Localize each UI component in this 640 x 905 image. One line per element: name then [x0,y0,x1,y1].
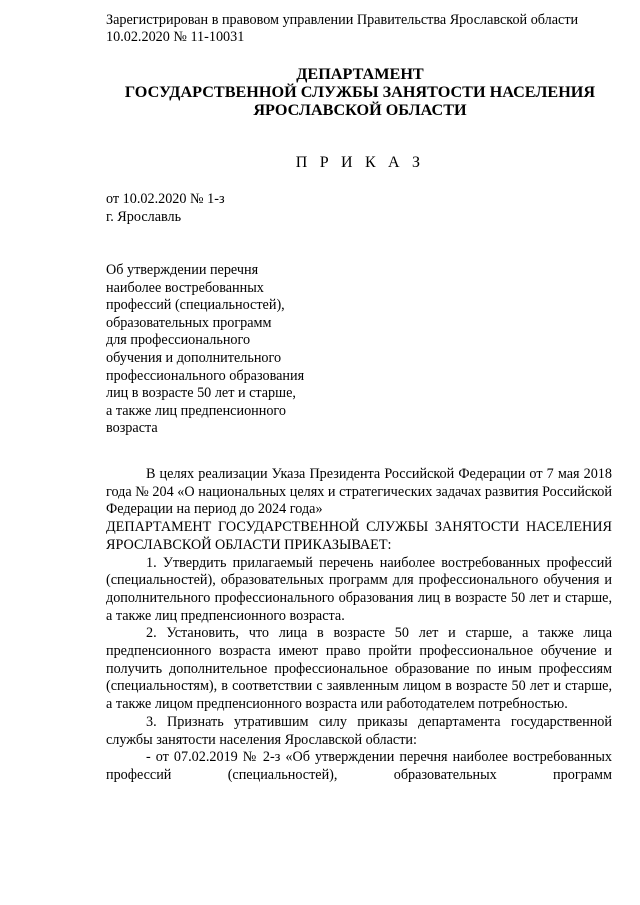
subject-line: Об утверждении перечня [106,262,259,278]
department-line-2: ГОСУДАРСТВЕННОЙ СЛУЖБЫ ЗАНЯТОСТИ НАСЕЛЕНИЯ [124,83,596,101]
item-3-paragraph: 3. Признать утратившим силу приказы департамента государственной службы занятости населения Ярославской области: [106,713,612,748]
order-date-number: от 10.02.2020 № 1-з [106,191,225,207]
department-header [60,65,640,119]
subject-line: а также лиц предпенсионного [106,402,286,419]
department-line-1: ДЕПАРТАМЕНТ [296,65,424,83]
subject-line: профессионального образования [106,367,305,384]
subject-line: лиц в возрасте 50 лет и старше, [106,385,296,402]
subject-line: профессий (специальностей), [106,297,285,314]
order-subject [106,262,346,438]
registration-number: 10.02.2020 № 11-10031 [106,29,245,45]
item-2-paragraph: 2. Установить, что лица в возрасте 50 лет и старше, а также лица предпенсионного возраста имеют право пройти профессиональное обучение и получить дополнительное профессиональное образование по иным профессиям (специальностям), в соответствии с заявленным лицом в возрасте 50 лет и старше, а также лицом предпенсионного возраста или работодателем потребностью. [106,625,612,713]
registration-stamp [106,12,626,46]
item-1-paragraph: 1. Утвердить прилагаемый перечень наиболее востребованных профессий (специальностей), образовательных программ для профессионального обучения и дополнительного профессионального образования лиц в возрасте 50 лет и старше, а также лиц предпенсионного возраста. [106,554,612,624]
subject-line: образовательных программ [106,314,272,331]
subject-line: наиболее востребованных [106,279,264,296]
order-body [106,466,612,785]
order-city: г. Ярославль [106,209,182,225]
item-3-subitem-1: - от 07.02.2019 № 2-з «Об утверждении перечня наиболее востребованных профессий (специальностей), образовательных программ [106,749,612,783]
preamble-paragraph: В целях реализации Указа Президента Российской Федерации от 7 мая 2018 года № 204 «О национальных целях и стратегических задачах развития Российской Федерации на период до 2024 года» [106,466,612,518]
department-line-3: ЯРОСЛАВСКОЙ ОБЛАСТИ [253,101,467,119]
subject-line: обучения и дополнительного [106,349,282,366]
registration-line: Зарегистрирован в правовом управлении Правительства Ярославской области [106,12,579,28]
order-meta [106,190,225,226]
decree-paragraph: ДЕПАРТАМЕНТ ГОСУДАРСТВЕННОЙ СЛУЖБЫ ЗАНЯТОСТИ НАСЕЛЕНИЯ ЯРОСЛАВСКОЙ ОБЛАСТИ ПРИКАЗЫВАЕТ: [106,519,612,553]
order-title: П Р И К А З [295,154,425,171]
subject-line: возраста [106,420,158,437]
subject-line: для профессионального [106,332,251,349]
